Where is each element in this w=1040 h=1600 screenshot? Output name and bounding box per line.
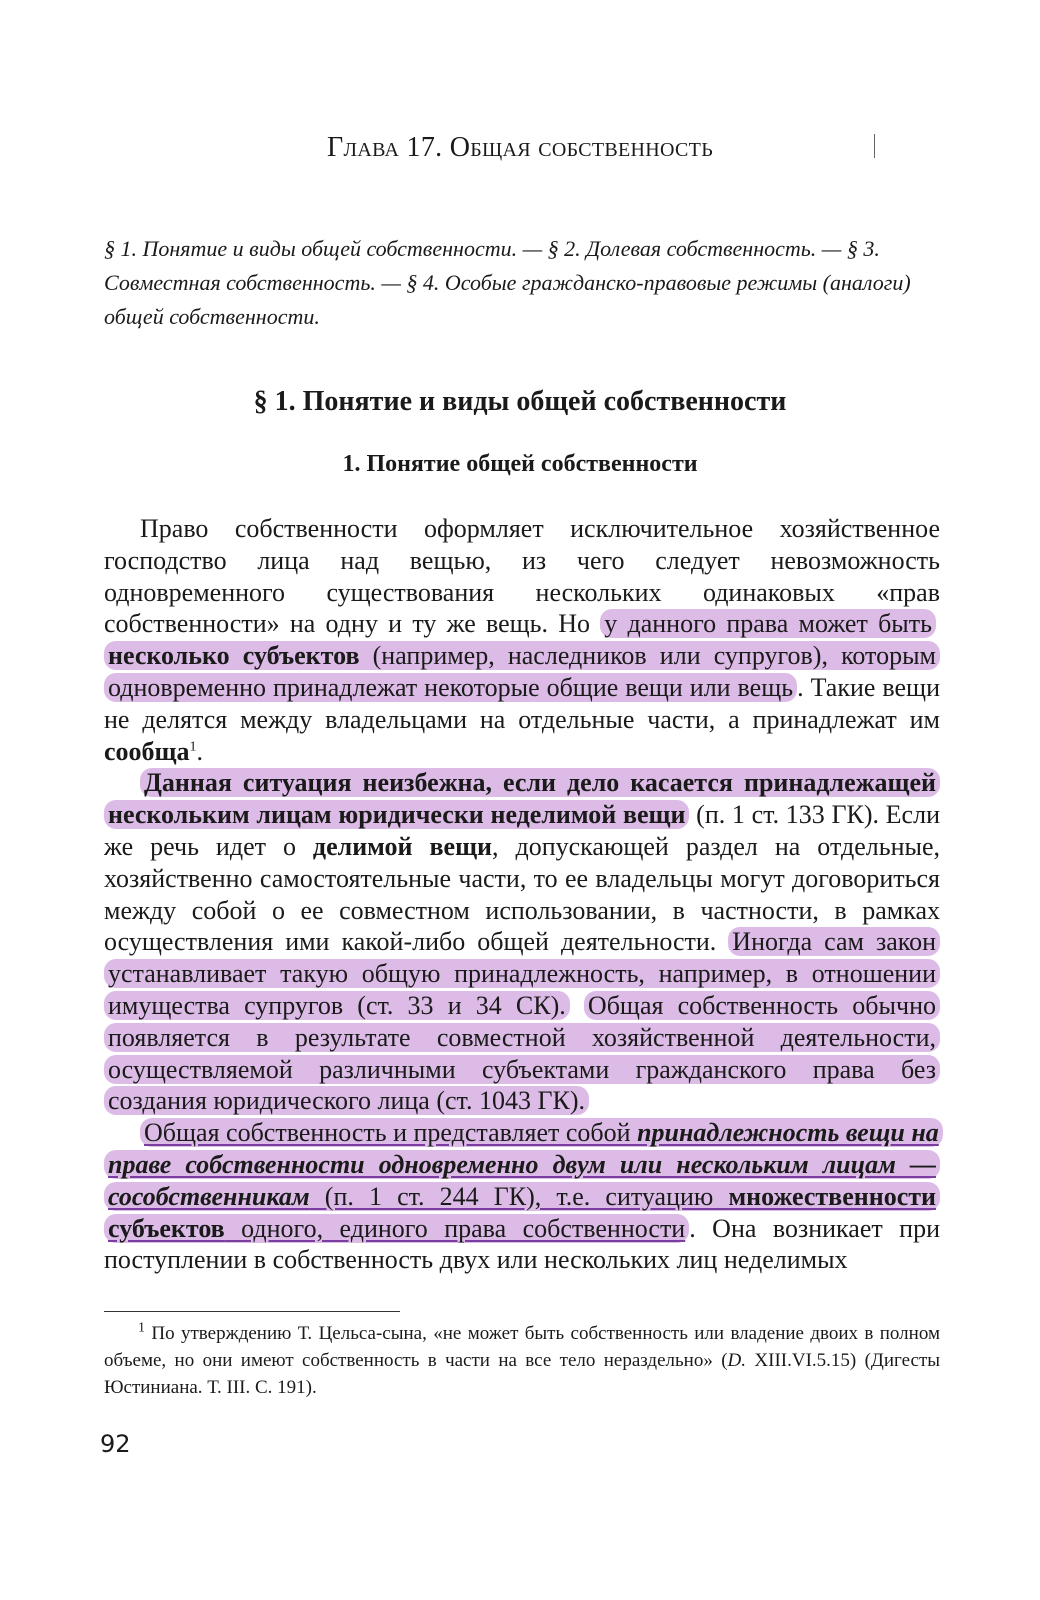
subsection-title: 1. Понятие общей собственности [342,451,698,477]
footnote-italic: D. [727,1350,747,1371]
chapter-title-number: 17. [406,132,443,163]
scan-edge-mark [874,134,875,158]
text-run: Право собственности оформляет исключительное хозяйственное господство лица над вещью, из чего следует невозможность одновременного существования нескольких одинаковых «прав собственности» на одну и ту же вещь. Но [104,514,940,639]
text-run: . [196,736,203,766]
chapter-title-text: Общая собственность [449,132,713,163]
bold-term: несколько субъектов [108,641,360,671]
paragraph-1 [104,513,940,767]
bold-term: Данная ситуация неизбежна, если дело касается принадлежащей нескольким лицам юридически неделимой вещи [108,768,936,830]
bold-term: сообща [104,736,190,766]
highlight-text: одного, единого права собственности [224,1213,686,1243]
chapter-contents: § 1. Понятие и виды общей собственности. — § 2. Долевая собственность. — § 3. Совместная собственность. — § 4. Особые гражданско-правовые режимы (аналоги) общей собственности. [104,236,911,329]
highlight-text: Общая собственность и представляет собой [144,1118,638,1148]
bold-italic-term: принадлежность вещи на праве собственности одновременно двум или нескольким лицам — сособственникам [108,1118,939,1211]
highlight: Иногда сам закон устанавливает такую общую принадлежность, например, в отношении имущества супругов (ст. 33 и 34 СК). [104,927,940,1020]
paragraph-3 [104,1117,940,1276]
highlight: Общая собственность обычно появляется в результате совместной хозяйственной деятельности, осуществляемой различными субъектами гражданского права без создания юридического лица (ст. 1043 ГК). [104,991,940,1115]
paragraph-2 [104,767,940,1117]
bold-term: делимой вещи [312,831,493,861]
text-run: . Такие вещи не делятся между владельцами на отдельные части, а принадлежат им [104,672,940,734]
page-number: 92 [100,1430,131,1458]
chapter-title [0,132,1040,164]
chapter-title-prefix: Глава [327,132,400,163]
text-run: (п. 1 ст. 133 ГК). Если же речь идет о [104,800,940,861]
footnote [104,1320,940,1401]
footnote-text: По утверждению Т. Цельса-сына, «не может быть собственность или владение двоих в полном объеме, но они имеют собственность в части на все тело нераздельно» ( [104,1323,940,1371]
highlight-text: (п. 1 ст. 244 ГК), т.е. ситуацию [309,1181,729,1211]
footnote-mark: 1 [138,1320,145,1336]
bold-term: множественности субъектов [108,1181,936,1243]
footnote-divider [104,1311,400,1312]
text-run: , допускающей раздел на отдельные, хозяйственно самостоятельные части, то ее владельцы могут договориться между собой о ее совместном использовании, в частности, в рамках осуществления ими какой-либо общей деятельности. [104,831,940,957]
highlight-text: у данного права может быть [604,609,932,639]
body-text [104,513,940,1276]
footnote-text: XIII.VI.5.15) (Дигесты Юстиниана. Т. III. С. 191). [104,1350,941,1398]
footnote-reference[interactable]: 1 [189,738,197,754]
highlight-text: (например, наследников или супругов), которым одновременно принадлежат некоторые общие вещи или вещь [108,641,936,702]
text-run: . Она возникает при поступлении в собственность двух или нескольких лиц неделимых [104,1213,940,1275]
section-title: § 1. Понятие и виды общей собственности [253,386,787,417]
